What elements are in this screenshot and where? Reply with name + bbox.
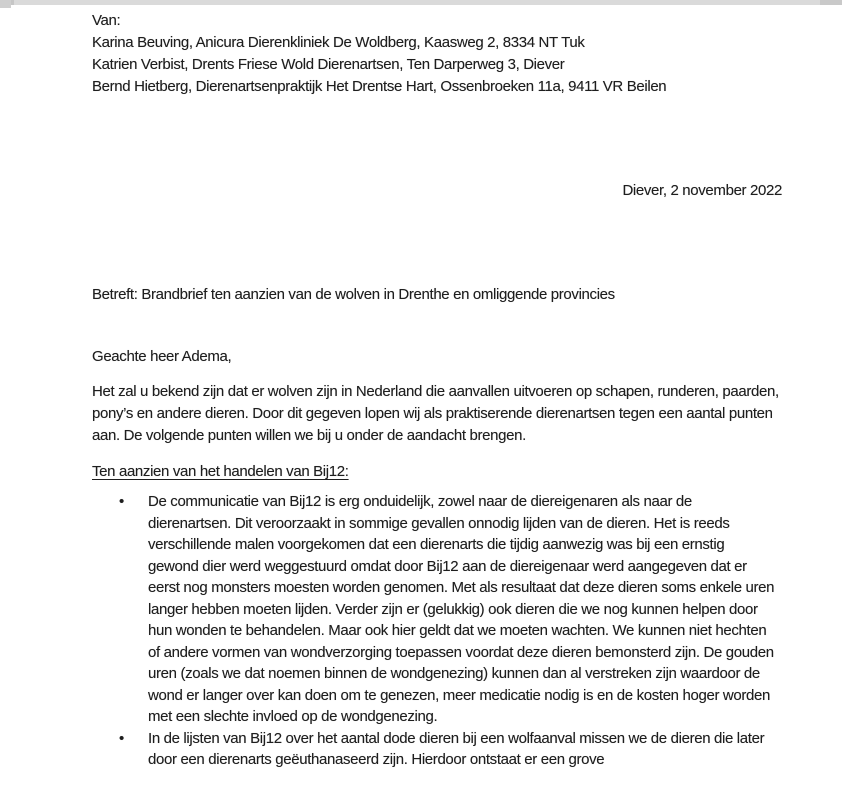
letter-content <box>92 10 782 771</box>
bullet-item-2: • In de lijsten van Bij12 over het aantal dode dieren bij een wolfaanval missen we de dieren die later door een dierenarts geëuthanaseerd zijn. Hierdoor ontstaat er een grove <box>92 728 778 771</box>
sender-line-2: Katrien Verbist, Drents Friese Wold Dierenartsen, Ten Darperweg 3, Diever <box>92 56 565 73</box>
subject-line: Betreft: Brandbrief ten aanzien van de wolven in Drenthe en omliggende provincies <box>92 286 615 303</box>
intro-paragraph: Het zal u bekend zijn dat er wolven zijn in Nederland die aanvallen uitvoeren op schapen, runderen, paarden, pony’s en andere dieren. Door dit gegeven lopen wij als praktiserende dierenartsen tegen een aantal punten aan. De volgende punten willen we bij u onder de aandacht brengen. <box>92 383 779 444</box>
sender-line-1: Karina Beuving, Anicura Dierenkliniek De Woldberg, Kaasweg 2, 8334 NT Tuk <box>92 34 585 51</box>
section-heading: Ten aanzien van het handelen van Bij12: <box>92 463 349 480</box>
bullet-item-1: • De communicatie van Bij12 is erg onduidelijk, zowel naar de diereigenaren als naar de dierenartsen. Dit veroorzaakt in sommige gevallen onnodig lijden van de dieren. Het is reeds verschillende malen voorgekomen dat een dierenarts die tijdig aanwezig was bij een ernstig gewond dier werd weggestuurd omdat door Bij12 aan de diereigenaar werd aangegeven dat er eerst nog monsters moesten worden genomen. Met als resultaat dat deze dieren soms enkele uren langer hebben moeten lijden. Verder zijn er (gelukkig) ook dieren die we nog kunnen helpen door hun wonden te behandelen. Maar ook hier geldt dat we moeten wachten. We kunnen niet hechten of andere vormen van wondverzorging toepassen voordat deze dieren bemonsterd zijn. De gouden uren (zoals we dat noemen binnen de wondgenezing) kunnen dan al verstreken zijn waardoor de wond er langer over kan doen om te genezen, meer medicatie nodig is en de kosten hoger worden met een slechte invloed op de wondgenezing. <box>92 491 778 728</box>
salutation: Geachte heer Adema, <box>92 348 232 365</box>
from-label: Van: <box>92 12 121 29</box>
sender-line-3: Bernd Hietberg, Dierenartsenpraktijk Het Drentse Hart, Ossenbroeken 11a, 9411 VR Beilen <box>92 78 667 95</box>
date-line: Diever, 2 november 2022 <box>622 182 782 199</box>
bullet-list <box>92 491 782 771</box>
